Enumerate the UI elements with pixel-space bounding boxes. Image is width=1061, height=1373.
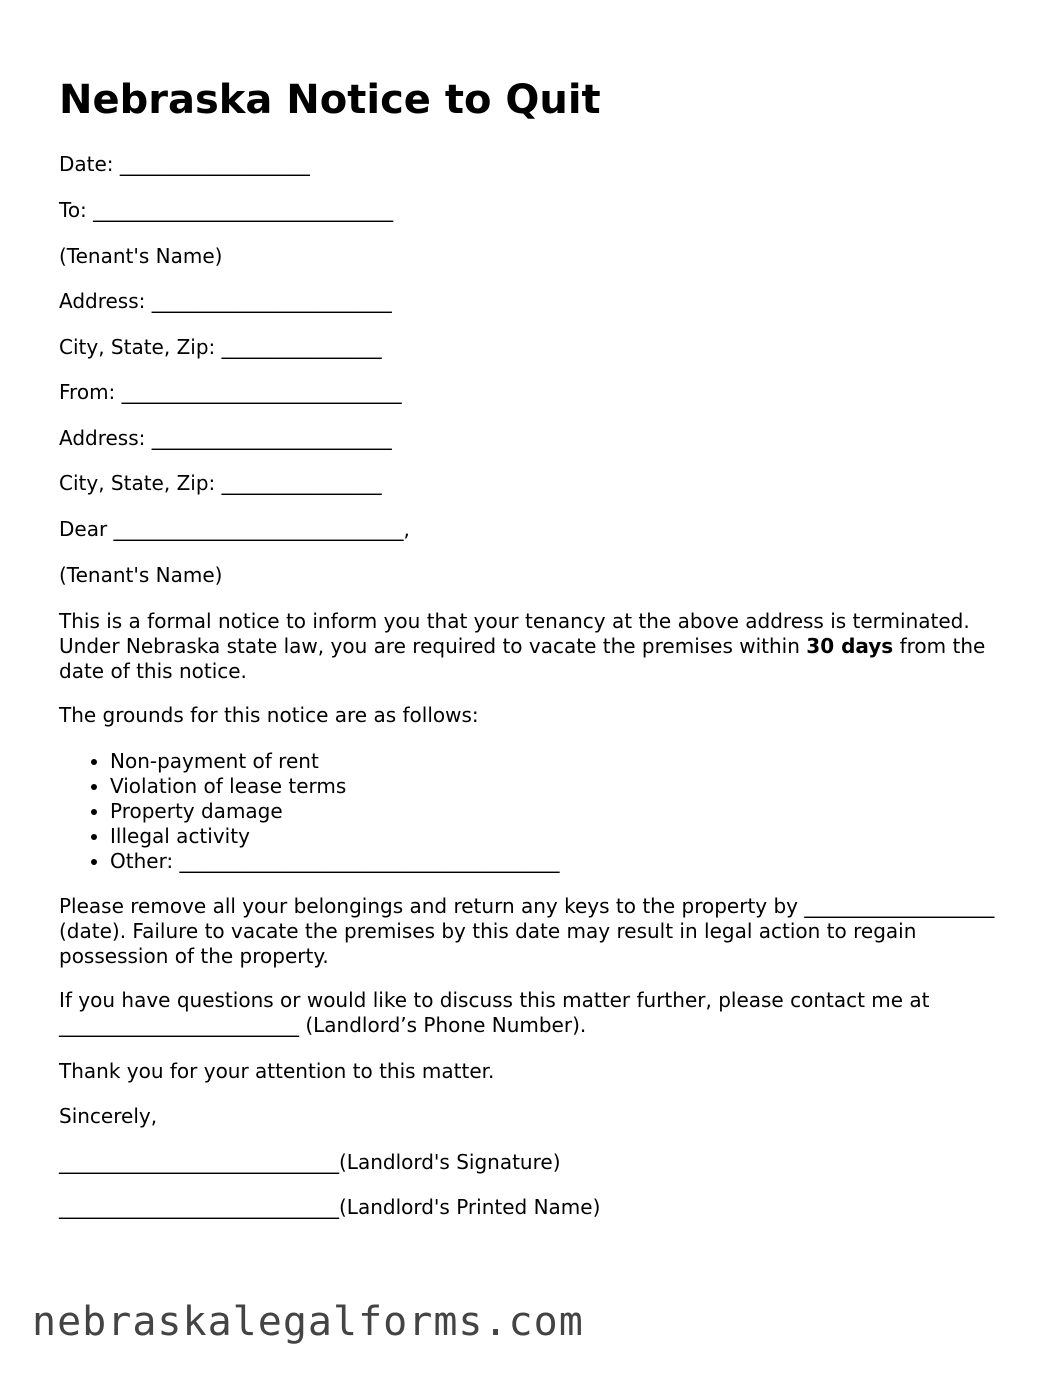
grounds-list-item: • Illegal activity	[110, 824, 1019, 849]
grounds-list	[59, 749, 1019, 874]
contact-paragraph: If you have questions or would like to discuss this matter further, please contact me at ________________________ (Landlord’s Phone Number).	[59, 988, 930, 1037]
to-city-state-zip-field: City, State, Zip: ________________	[59, 335, 382, 359]
watermark: nebraskalegalforms.com	[32, 1299, 584, 1345]
notice-paragraph	[59, 609, 1019, 684]
grounds-list-item: • Other: ______________________________________	[110, 849, 1019, 874]
printed-name-line: ____________________________(Landlord's Printed Name)	[59, 1195, 601, 1219]
grounds-list-item: • Non-payment of rent	[110, 749, 1019, 774]
from-field: From: ____________________________	[59, 380, 402, 404]
thanks-line: Thank you for your attention to this matter.	[59, 1059, 495, 1083]
tenant-name-caption: (Tenant's Name)	[59, 244, 223, 268]
salutation: Dear _____________________________,	[59, 517, 410, 541]
tenant-name-caption: (Tenant's Name)	[59, 563, 223, 587]
from-city-state-zip-field: City, State, Zip: ________________	[59, 471, 382, 495]
signature-line: ____________________________(Landlord's Signature)	[59, 1150, 561, 1174]
remove-belongings-paragraph: Please remove all your belongings and return any keys to the property by ___________________ (date). Failure to vacate the premises by this date may result in legal action to regain possession of the property.	[59, 894, 995, 968]
notice-text: This is a formal notice to inform you that your tenancy at the above address is terminated. Under Nebraska state law, you are required to vacate the premises within	[59, 609, 970, 658]
from-address-field: Address: ________________________	[59, 426, 392, 450]
document-title: Nebraska Notice to Quit	[59, 77, 601, 123]
grounds-list-item: • Violation of lease terms	[110, 774, 1019, 799]
date-field: Date: ___________________	[59, 152, 310, 176]
notice-deadline: 30 days	[806, 634, 894, 658]
grounds-intro: The grounds for this notice are as follows:	[59, 703, 479, 727]
notice-text-end: from the date of this notice.	[59, 634, 986, 683]
to-field: To: ______________________________	[59, 198, 394, 222]
closing-line: Sincerely,	[59, 1104, 158, 1128]
grounds-list-item: • Property damage	[110, 799, 1019, 824]
to-address-field: Address: ________________________	[59, 289, 392, 313]
